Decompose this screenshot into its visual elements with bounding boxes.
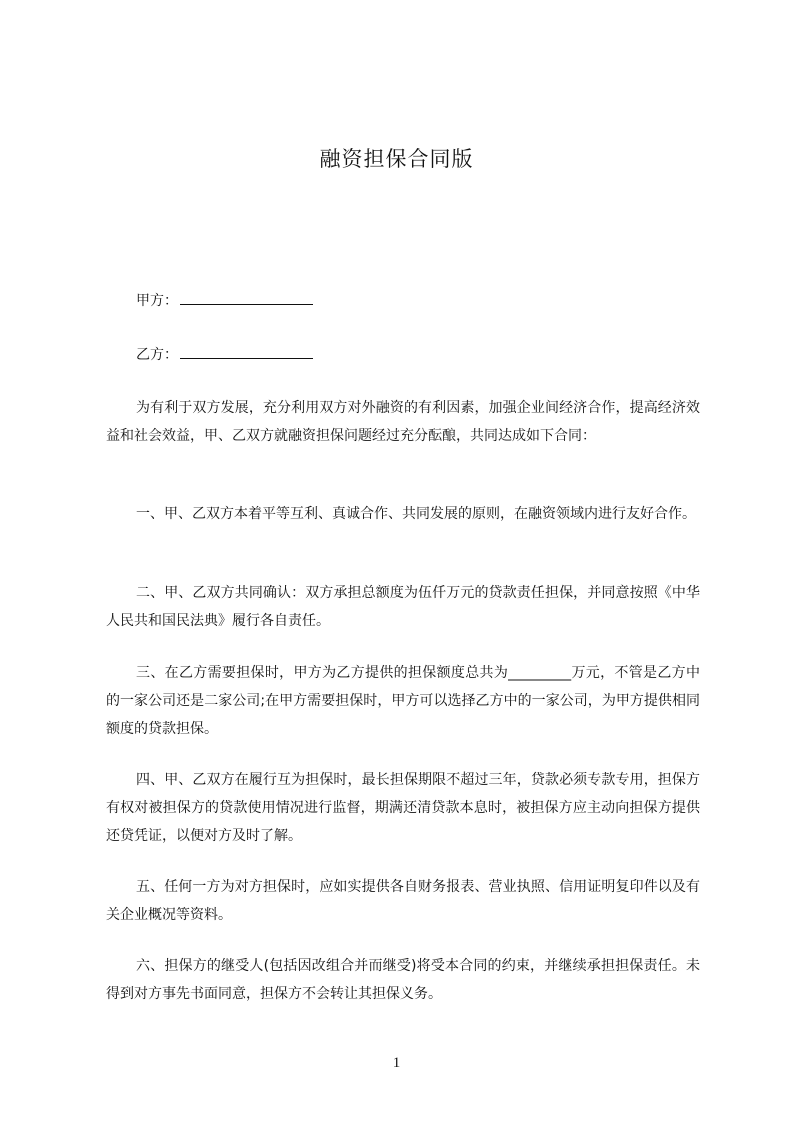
clause-5-paragraph: 五、任何一方为对方担保时，应如实提供各自财务报表、营业执照、信用证明复印件以及有关企业概况等资料。 [106, 879, 700, 923]
party-b-blank [180, 344, 313, 359]
preamble-paragraph: 为有利于双方发展，充分利用双方对外融资的有利因素，加强企业间经济合作，提高经济效益和社会效益，甲、乙双方就融资担保问题经过充分酝酿，共同达成如下合同： [106, 400, 700, 444]
clause-6-paragraph: 六、担保方的继受人(包括因改组合并而继受)将受本合同的约束，并继续承担担保责任。未得到对方事先书面同意，担保方不会转让其担保义务。 [106, 958, 700, 1002]
party-a-blank [180, 290, 313, 305]
clause-1-paragraph: 一、甲、乙双方本着平等互利、真诚合作、共同发展的原则，在融资领域内进行友好合作。 [136, 506, 696, 522]
party-a-label: 甲方： [136, 293, 178, 309]
clause-4-paragraph: 四、甲、乙双方在履行互为担保时，最长担保期限不超过三年，贷款必须专款专用，担保方有权对被担保方的贷款使用情况进行监督，期满还清贷款本息时，被担保方应主动向担保方提供还贷凭证，以便对方及时了解。 [106, 772, 700, 844]
party-b-label: 乙方： [136, 347, 178, 363]
party-b-line [136, 344, 313, 365]
clause-2-paragraph: 二、甲、乙双方共同确认：双方承担总额度为伍仟万元的贷款责任担保，并同意按照《中华人民共和国民法典》履行各自责任。 [106, 585, 700, 629]
clause-3-paragraph: 三、在乙方需要担保时，甲方为乙方提供的担保额度总共为_________万元，不管是乙方中的一家公司还是二家公司;在甲方需要担保时，甲方可以选择乙方中的一家公司，为甲方提供相同额度的贷款担保。 [106, 665, 700, 737]
page-number: 1 [392, 1055, 401, 1071]
document-title: 融资担保合同版 [319, 147, 474, 171]
party-a-line [136, 290, 313, 311]
